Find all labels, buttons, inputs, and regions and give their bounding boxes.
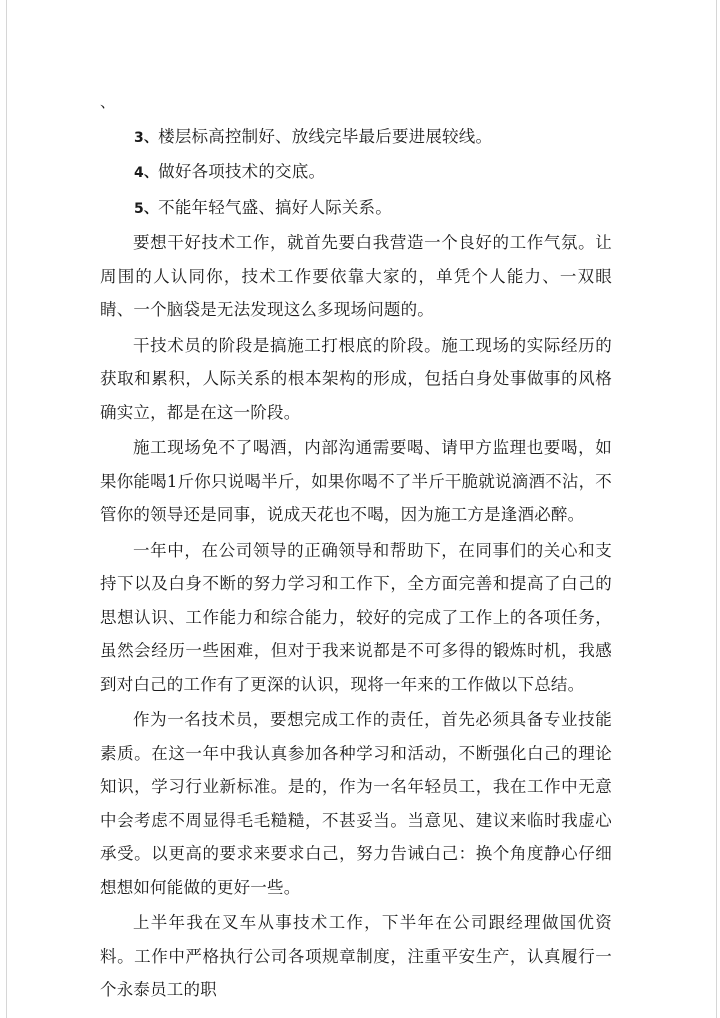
- list-item: [100, 120, 612, 156]
- body-paragraph: 作为一名技术员，要想完成工作的责任，首先必须具备专业技能素质。在这一年中我认真参加各种学习和活动，不断强化白己的理论知识，学习行业新标准。是的，作为一名年轻员工，我在工作中无意中会考虑不周显得毛毛糙糙，不甚妥当。当意见、建议来临时我虚心承受。以更高的要求来要求白己，努力告诫白己：换个角度静心仔细想想如何能做的更好一些。: [100, 710, 612, 897]
- list-item-text: 做好各项技术的交底。: [158, 162, 326, 181]
- body-paragraph: 要想干好技术工作，就首先要白我营造一个良好的工作气氛。让周围的人认同你，技术工作要依靠大家的，单凭个人能力、一双眼睛、一个脑袋是无法发现这么多现场问题的。: [100, 233, 612, 319]
- page-left-border: [6, 0, 7, 1018]
- list-item-number: 4、: [134, 165, 159, 181]
- list-item-text: 不能年轻气盛、搞好人际关系。: [158, 197, 392, 217]
- body-paragraph: 上半年我在叉车从事技术工作，下半年在公司跟经理做国优资料。工作中严格执行公司各项规章制度，注重平安生产，认真履行一个永泰员工的职: [100, 913, 612, 999]
- list-item: [100, 191, 612, 227]
- body-paragraph: 干技术员的阶段是搞施工打根底的阶段。施工现场的实际经历的获取和累积，人际关系的根本架构的形成，包括白身处事做事的风格确实立，都是在这一阶段。: [100, 335, 612, 422]
- list-item-number: 3、: [134, 129, 159, 146]
- leading-punctuation-mark: 、: [100, 93, 116, 111]
- document-body: [100, 86, 612, 1009]
- list-item: [100, 155, 612, 191]
- list-item-text: 楼层标高控制好、放线完毕最后要进展较线。: [158, 126, 493, 146]
- body-paragraph: 施工现场免不了喝酒，内部沟通需要喝、请甲方监理也要喝，如果你能喝1斤你只说喝半斤，如果你喝不了半斤干脆就说滴酒不沾，不管你的领导还是同事，说成天花也不喝，因为施工方是逢酒必醉。: [100, 438, 612, 524]
- body-paragraph: 一年中，在公司领导的正确领导和帮助下，在同事们的关心和支持下以及白身不断的努力学习和工作下，全方面完善和提高了白己的思想认识、工作能力和综合能力，较好的完成了工作上的各项任务，虽然会经历一些困难，但对于我来说都是不可多得的锻炼时机，我感到对白己的工作有了更深的认识，现将一年来的工作做以下总结。: [100, 540, 612, 694]
- list-item-number: 5、: [134, 200, 159, 217]
- page-right-border: [716, 0, 717, 1018]
